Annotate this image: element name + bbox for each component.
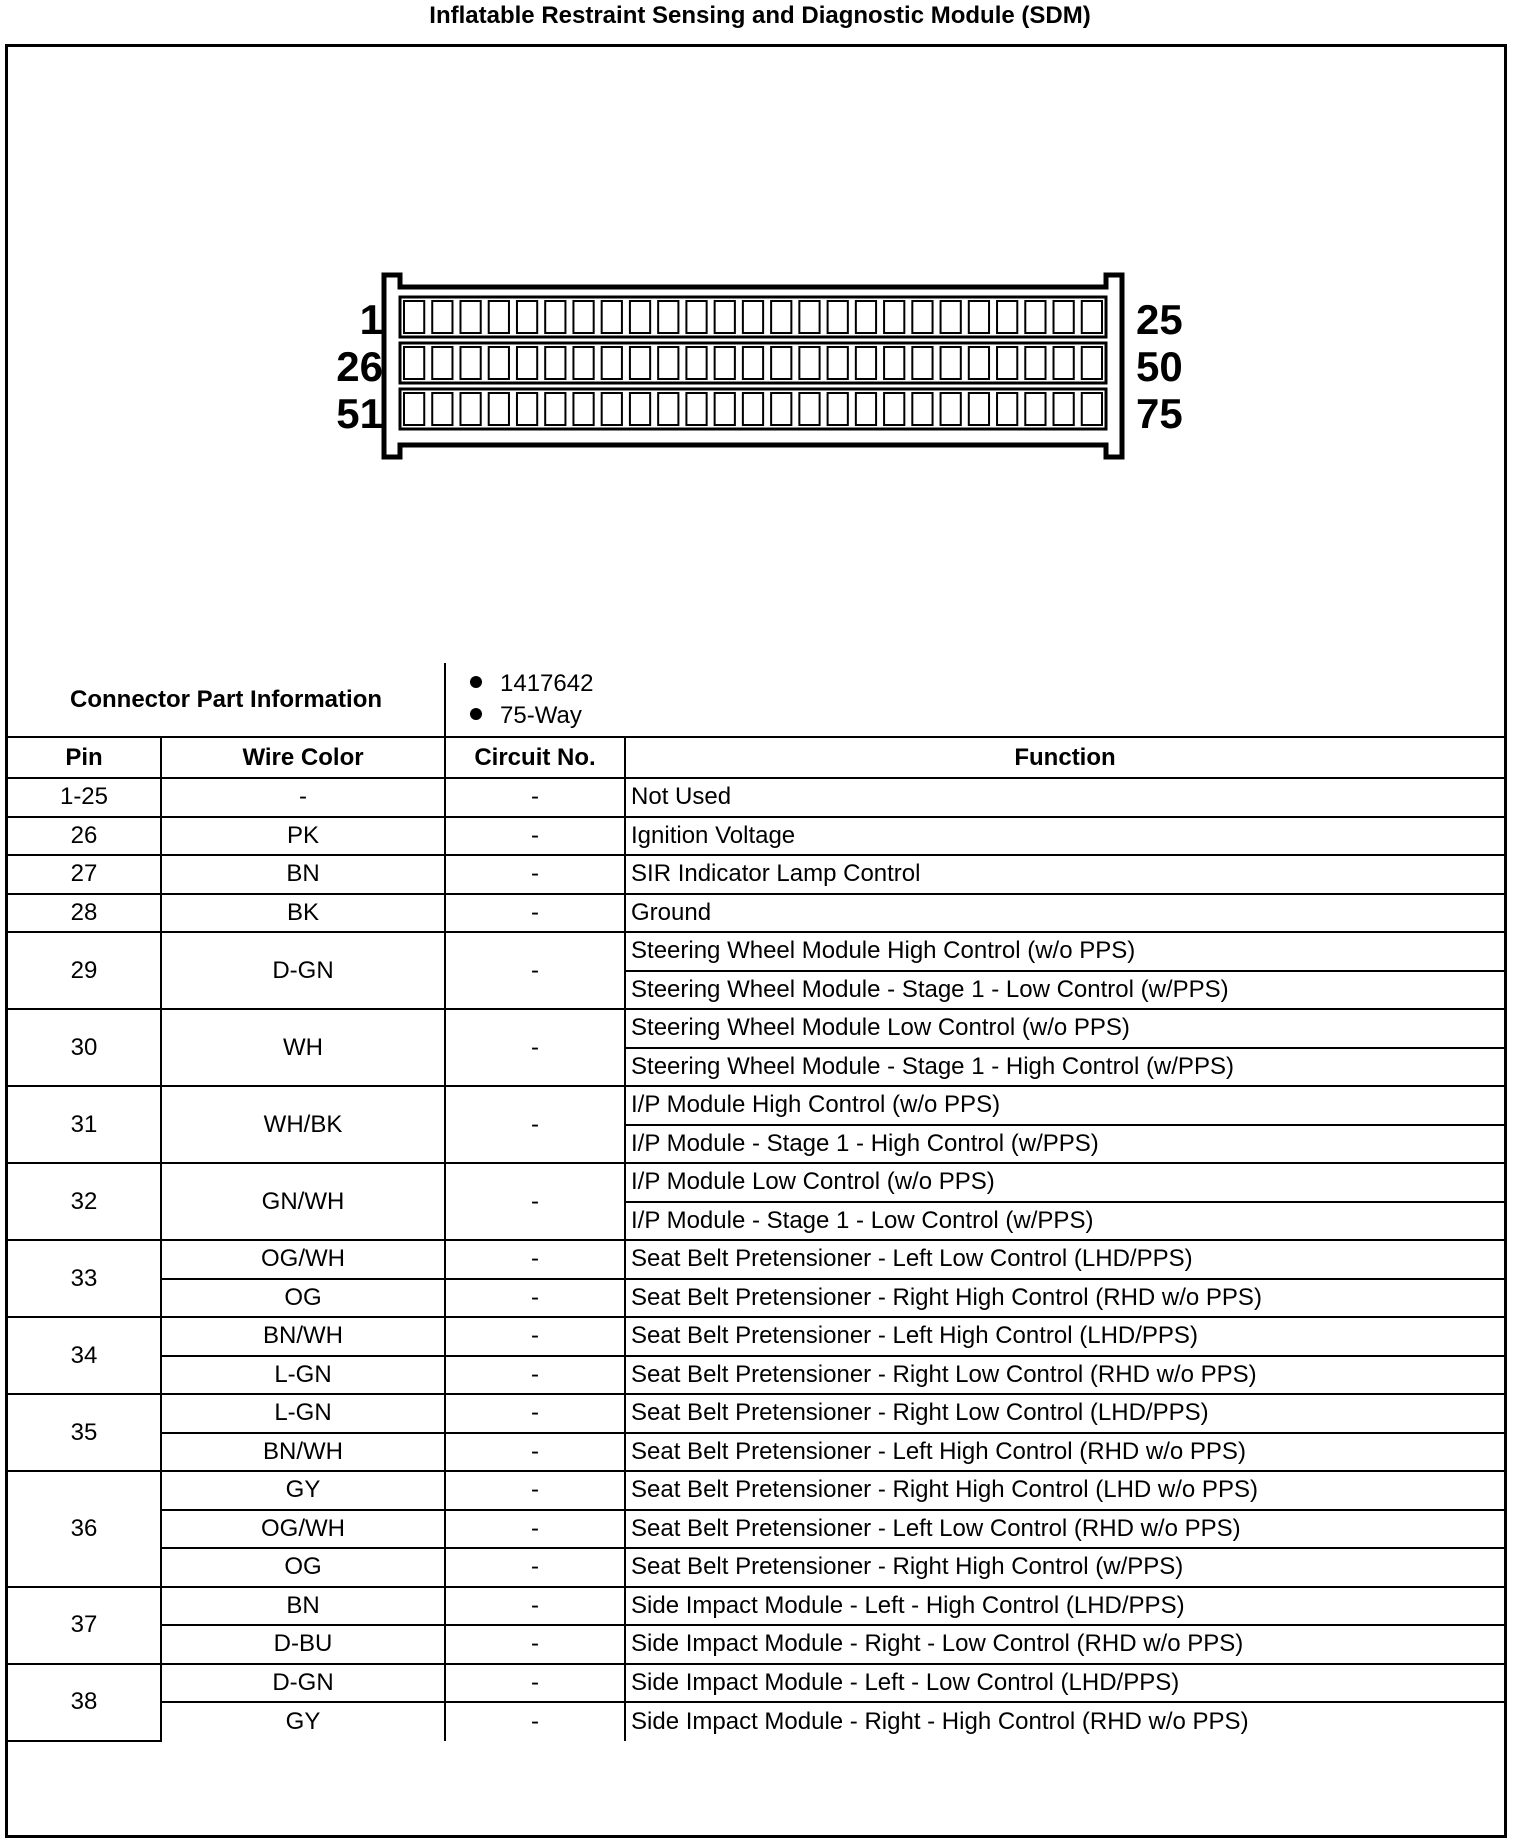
function-cell: Steering Wheel Module - Stage 1 - Low Control (w/PPS) xyxy=(625,971,1504,1010)
pin-cell: 32 xyxy=(8,1163,161,1240)
wire-color-cell: L-GN xyxy=(161,1356,445,1395)
pin-cavity xyxy=(489,393,509,425)
function-cell: Seat Belt Pretensioner - Right Low Control (LHD/PPS) xyxy=(625,1394,1504,1433)
circuit-cell: - xyxy=(445,894,625,933)
wire-color-cell: L-GN xyxy=(161,1394,445,1433)
circuit-cell: - xyxy=(445,1317,625,1356)
pin-cavity xyxy=(715,347,735,379)
function-cell: Side Impact Module - Left - High Control (LHD/PPS) xyxy=(625,1587,1504,1626)
table-row xyxy=(8,1240,1504,1279)
wire-color-cell: GY xyxy=(161,1471,445,1510)
pin-cavity xyxy=(1082,393,1102,425)
part-info-item: 1417642 xyxy=(470,668,1504,700)
pin-cavity xyxy=(432,393,452,425)
pin-cavity xyxy=(404,393,424,425)
pin-cavity xyxy=(969,301,989,333)
pin-cavity xyxy=(460,393,480,425)
table-row xyxy=(8,855,1504,894)
table-row xyxy=(8,1279,1504,1318)
table-row xyxy=(8,778,1504,817)
wire-color-cell: BN/WH xyxy=(161,1433,445,1472)
circuit-cell: - xyxy=(445,1664,625,1703)
pin-cavity xyxy=(884,347,904,379)
pin-cavity xyxy=(1082,347,1102,379)
wire-color-cell: OG/WH xyxy=(161,1240,445,1279)
pin-cavity xyxy=(1054,393,1074,425)
header-function: Function xyxy=(625,737,1504,778)
wire-color-cell: BK xyxy=(161,894,445,933)
wire-color-cell: OG xyxy=(161,1279,445,1318)
function-cell: Side Impact Module - Left - Low Control (LHD/PPS) xyxy=(625,1664,1504,1703)
pin-cavity xyxy=(658,347,678,379)
pin-cavity xyxy=(630,347,650,379)
function-cell: Steering Wheel Module - Stage 1 - High Control (w/PPS) xyxy=(625,1048,1504,1087)
wire-color-cell: OG/WH xyxy=(161,1510,445,1549)
pin-cell: 29 xyxy=(8,932,161,1009)
pin-cavity xyxy=(404,347,424,379)
function-cell: Seat Belt Pretensioner - Left Low Control (LHD/PPS) xyxy=(625,1240,1504,1279)
function-cell: Seat Belt Pretensioner - Right High Control (LHD w/o PPS) xyxy=(625,1471,1504,1510)
circuit-cell: - xyxy=(445,1356,625,1395)
table-row xyxy=(8,1433,1504,1472)
function-cell: Ignition Voltage xyxy=(625,817,1504,856)
wire-color-cell: OG xyxy=(161,1548,445,1587)
pin-cell: 36 xyxy=(8,1471,161,1587)
part-info-list xyxy=(445,663,1504,737)
pin-cavity xyxy=(828,347,848,379)
function-cell: I/P Module - Stage 1 - Low Control (w/PPS) xyxy=(625,1202,1504,1241)
circuit-cell: - xyxy=(445,1009,625,1086)
pin-cavity xyxy=(799,347,819,379)
pin-cavity xyxy=(460,301,480,333)
connector-diagram xyxy=(8,47,1504,663)
circuit-cell: - xyxy=(445,1394,625,1433)
pin-cell: 33 xyxy=(8,1240,161,1317)
pin-cavity xyxy=(658,301,678,333)
pin-cavity xyxy=(969,393,989,425)
connector-face-drawing xyxy=(8,47,1504,663)
pin-cavity xyxy=(630,301,650,333)
pin-cavity xyxy=(1082,301,1102,333)
wire-color-cell: BN xyxy=(161,1587,445,1626)
pin-cavity xyxy=(432,347,452,379)
pin-cavity xyxy=(573,347,593,379)
pin-cavity xyxy=(545,393,565,425)
pin-cell: 37 xyxy=(8,1587,161,1664)
circuit-cell: - xyxy=(445,855,625,894)
pin-cavity xyxy=(1054,347,1074,379)
table-row xyxy=(8,1356,1504,1395)
pin-cell: 38 xyxy=(8,1664,161,1741)
page-title: Inflatable Restraint Sensing and Diagnostic Module (SDM) xyxy=(429,2,1091,29)
function-cell: Not Used xyxy=(625,778,1504,817)
wire-color-cell: D-GN xyxy=(161,932,445,1009)
pin-cavity xyxy=(771,301,791,333)
circuit-cell: - xyxy=(445,1163,625,1240)
pin-cavity xyxy=(686,393,706,425)
function-cell: Steering Wheel Module High Control (w/o PPS) xyxy=(625,932,1504,971)
circuit-cell: - xyxy=(445,1702,625,1741)
pin-cell: 34 xyxy=(8,1317,161,1394)
table-row xyxy=(8,1009,1504,1048)
table-row xyxy=(8,1702,1504,1741)
pin-cavity xyxy=(743,393,763,425)
table-row xyxy=(8,1086,1504,1125)
pin-cavity xyxy=(630,393,650,425)
table-row xyxy=(8,1317,1504,1356)
circuit-cell: - xyxy=(445,1240,625,1279)
part-info-row xyxy=(8,663,1504,737)
wire-color-cell: - xyxy=(161,778,445,817)
pin-cavity xyxy=(602,393,622,425)
row-3-left-label: 51 xyxy=(336,390,383,437)
circuit-cell: - xyxy=(445,1086,625,1163)
table-row xyxy=(8,817,1504,856)
pin-cell: 35 xyxy=(8,1394,161,1471)
circuit-cell: - xyxy=(445,1548,625,1587)
pin-cavity xyxy=(743,347,763,379)
wire-color-cell: BN xyxy=(161,855,445,894)
pin-cavity xyxy=(460,347,480,379)
pin-cavity xyxy=(743,301,763,333)
function-cell: Seat Belt Pretensioner - Left High Control (RHD w/o PPS) xyxy=(625,1433,1504,1472)
pin-cavity xyxy=(997,393,1017,425)
pinout-table xyxy=(8,663,1504,1742)
bullet-icon xyxy=(470,708,482,720)
circuit-cell: - xyxy=(445,1587,625,1626)
table-row xyxy=(8,1548,1504,1587)
circuit-cell: - xyxy=(445,932,625,1009)
pin-cavity xyxy=(856,347,876,379)
pin-cavity xyxy=(771,347,791,379)
pin-cell: 27 xyxy=(8,855,161,894)
header-row xyxy=(8,737,1504,778)
pin-cavity xyxy=(828,301,848,333)
pin-cavity xyxy=(856,393,876,425)
pin-cavity xyxy=(1025,393,1045,425)
pin-cavity xyxy=(941,347,961,379)
pin-cavity xyxy=(432,301,452,333)
circuit-cell: - xyxy=(445,1279,625,1318)
pin-cavity xyxy=(912,393,932,425)
pin-cavity xyxy=(686,347,706,379)
table-row xyxy=(8,894,1504,933)
pin-cavity xyxy=(941,301,961,333)
pin-cavity xyxy=(799,301,819,333)
function-cell: I/P Module High Control (w/o PPS) xyxy=(625,1086,1504,1125)
header-pin: Pin xyxy=(8,737,161,778)
pin-cavity xyxy=(715,393,735,425)
pin-cavity xyxy=(828,393,848,425)
header-wire-color: Wire Color xyxy=(161,737,445,778)
pin-cavity xyxy=(517,347,537,379)
pin-cavity xyxy=(545,301,565,333)
row-3-right-label: 75 xyxy=(1136,390,1183,437)
pin-cavity xyxy=(573,393,593,425)
function-cell: Steering Wheel Module Low Control (w/o PPS) xyxy=(625,1009,1504,1048)
part-info-label: Connector Part Information xyxy=(8,663,445,737)
wire-color-cell: PK xyxy=(161,817,445,856)
pin-cavity xyxy=(1025,301,1045,333)
pin-cavity xyxy=(602,301,622,333)
pin-cavity xyxy=(517,393,537,425)
table-row xyxy=(8,1625,1504,1664)
function-cell: Side Impact Module - Right - High Control (RHD w/o PPS) xyxy=(625,1702,1504,1741)
pin-row-1 xyxy=(400,297,1106,337)
table-row xyxy=(8,1471,1504,1510)
wire-color-cell: WH/BK xyxy=(161,1086,445,1163)
function-cell: Seat Belt Pretensioner - Right Low Control (RHD w/o PPS) xyxy=(625,1356,1504,1395)
pin-cavity xyxy=(602,347,622,379)
table-row xyxy=(8,1664,1504,1703)
pin-row-3 xyxy=(400,389,1106,429)
table-row xyxy=(8,1163,1504,1202)
pin-cavity xyxy=(658,393,678,425)
wire-color-cell: WH xyxy=(161,1009,445,1086)
wire-color-cell: D-BU xyxy=(161,1625,445,1664)
pin-cavity xyxy=(686,301,706,333)
function-cell: Ground xyxy=(625,894,1504,933)
pin-cavity xyxy=(799,393,819,425)
table-row xyxy=(8,1394,1504,1433)
function-cell: Seat Belt Pretensioner - Left Low Control (RHD w/o PPS) xyxy=(625,1510,1504,1549)
table-row xyxy=(8,1587,1504,1626)
table-row xyxy=(8,1510,1504,1549)
pin-cell: 28 xyxy=(8,894,161,933)
row-1-left-label: 1 xyxy=(359,296,383,343)
wire-color-cell: BN/WH xyxy=(161,1317,445,1356)
function-cell: SIR Indicator Lamp Control xyxy=(625,855,1504,894)
connector-document xyxy=(5,44,1507,1838)
row-2-left-label: 26 xyxy=(336,343,383,390)
pin-cavity xyxy=(912,347,932,379)
pin-cavity xyxy=(941,393,961,425)
circuit-cell: - xyxy=(445,1625,625,1664)
function-cell: I/P Module - Stage 1 - High Control (w/PPS) xyxy=(625,1125,1504,1164)
function-cell: Seat Belt Pretensioner - Right High Control (RHD w/o PPS) xyxy=(625,1279,1504,1318)
pin-cavity xyxy=(1054,301,1074,333)
pin-cell: 26 xyxy=(8,817,161,856)
pin-cavity xyxy=(969,347,989,379)
header-circuit: Circuit No. xyxy=(445,737,625,778)
pin-cavity xyxy=(912,301,932,333)
circuit-cell: - xyxy=(445,817,625,856)
circuit-cell: - xyxy=(445,1510,625,1549)
pin-cavity xyxy=(997,301,1017,333)
pin-cavity xyxy=(884,393,904,425)
pin-cavity xyxy=(856,301,876,333)
pin-cell: 30 xyxy=(8,1009,161,1086)
function-cell: Seat Belt Pretensioner - Right High Control (w/PPS) xyxy=(625,1548,1504,1587)
function-cell: Side Impact Module - Right - Low Control (RHD w/o PPS) xyxy=(625,1625,1504,1664)
function-cell: Seat Belt Pretensioner - Left High Control (LHD/PPS) xyxy=(625,1317,1504,1356)
pin-cavity xyxy=(715,301,735,333)
pin-cavity xyxy=(489,301,509,333)
part-info-item: 75-Way xyxy=(470,700,1504,732)
pin-cavity xyxy=(1025,347,1045,379)
circuit-cell: - xyxy=(445,778,625,817)
wire-color-cell: GY xyxy=(161,1702,445,1741)
pin-cavity-grid xyxy=(400,297,1106,429)
wire-color-cell: D-GN xyxy=(161,1664,445,1703)
pin-cell: 1-25 xyxy=(8,778,161,817)
wire-color-cell: GN/WH xyxy=(161,1163,445,1240)
pin-cavity xyxy=(517,301,537,333)
pin-row-2 xyxy=(400,343,1106,383)
bullet-icon xyxy=(470,676,482,688)
pin-cell: 31 xyxy=(8,1086,161,1163)
function-cell: I/P Module Low Control (w/o PPS) xyxy=(625,1163,1504,1202)
row-1-right-label: 25 xyxy=(1136,296,1183,343)
pin-cavity xyxy=(404,301,424,333)
pin-cavity xyxy=(573,301,593,333)
circuit-cell: - xyxy=(445,1471,625,1510)
circuit-cell: - xyxy=(445,1433,625,1472)
pin-cavity xyxy=(545,347,565,379)
pin-cavity xyxy=(997,347,1017,379)
pin-cavity xyxy=(489,347,509,379)
row-2-right-label: 50 xyxy=(1136,343,1183,390)
pin-cavity xyxy=(771,393,791,425)
table-row xyxy=(8,932,1504,971)
pin-cavity xyxy=(884,301,904,333)
